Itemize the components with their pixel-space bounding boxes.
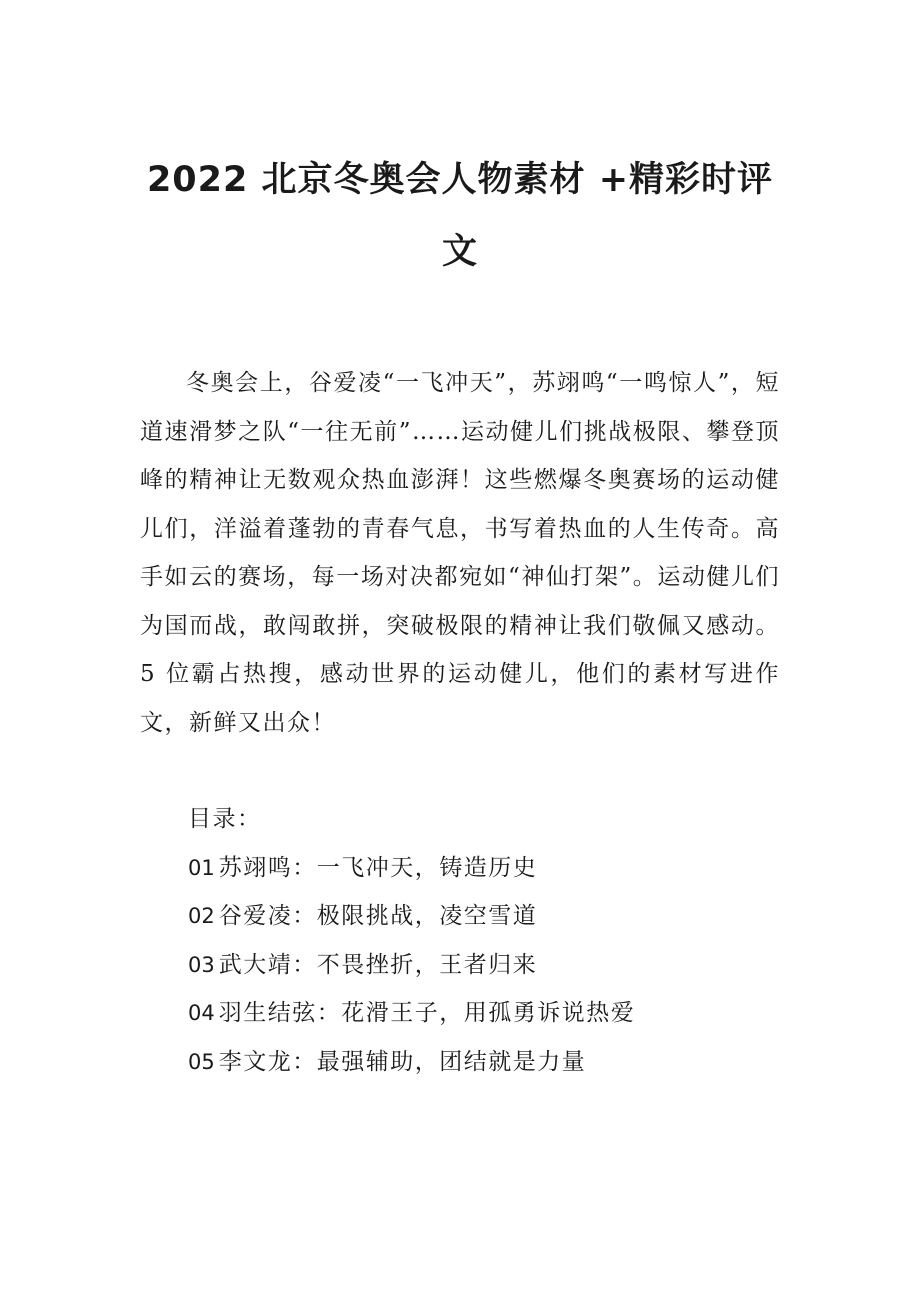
toc-item-number: 01 xyxy=(188,855,215,880)
toc-item-number: 05 xyxy=(188,1049,215,1074)
toc-item xyxy=(188,844,748,893)
toc-item xyxy=(188,989,748,1038)
document-title-line-1: 2022 北京冬奥会人物素材 +精彩时评 xyxy=(146,160,774,200)
toc-item xyxy=(188,892,748,941)
document-title-line-2: 文 xyxy=(441,232,478,272)
toc-item xyxy=(188,1038,748,1087)
table-of-contents xyxy=(188,795,748,1086)
toc-item-number: 04 xyxy=(188,1001,215,1025)
toc-item-text: 李文龙：最强辅助，团结就是力量 xyxy=(218,1048,587,1075)
toc-heading: 目录： xyxy=(188,806,262,832)
toc-item-number: 02 xyxy=(188,904,215,928)
toc-item xyxy=(188,941,748,990)
intro-paragraph: 冬奥会上，谷爱凌“一飞冲天”，苏翊鸣“一鸣惊人”，短道速滑梦之队“一往无前”……运动健儿们挑战极限、攀登顶峰的精神让无数观众热血澎湃！这些燃爆冬奥赛场的运动健儿们，洋溢着蓬勃的青春气息，书写着热血的人生传奇。高手如云的赛场，每一场对决都宛如“神仙打架”。运动健儿们为国而战，敢闯敢拼，突破极限的精神让我们敬佩又感动。5 位霸占热搜，感动世界的运动健儿，他们的素材写进作文，新鲜又出众！ xyxy=(140,370,780,736)
toc-item-text: 羽生结弦：花滑王子，用孤勇诉说热爱 xyxy=(218,1000,636,1026)
toc-item-number: 03 xyxy=(188,952,215,977)
toc-item-text: 苏翊鸣：一飞冲天，铸造历史 xyxy=(218,854,538,881)
toc-item-text: 谷爱凌：极限挑战，凌空雪道 xyxy=(218,903,538,929)
toc-item-text: 武大靖：不畏挫折，王者归来 xyxy=(218,951,538,978)
